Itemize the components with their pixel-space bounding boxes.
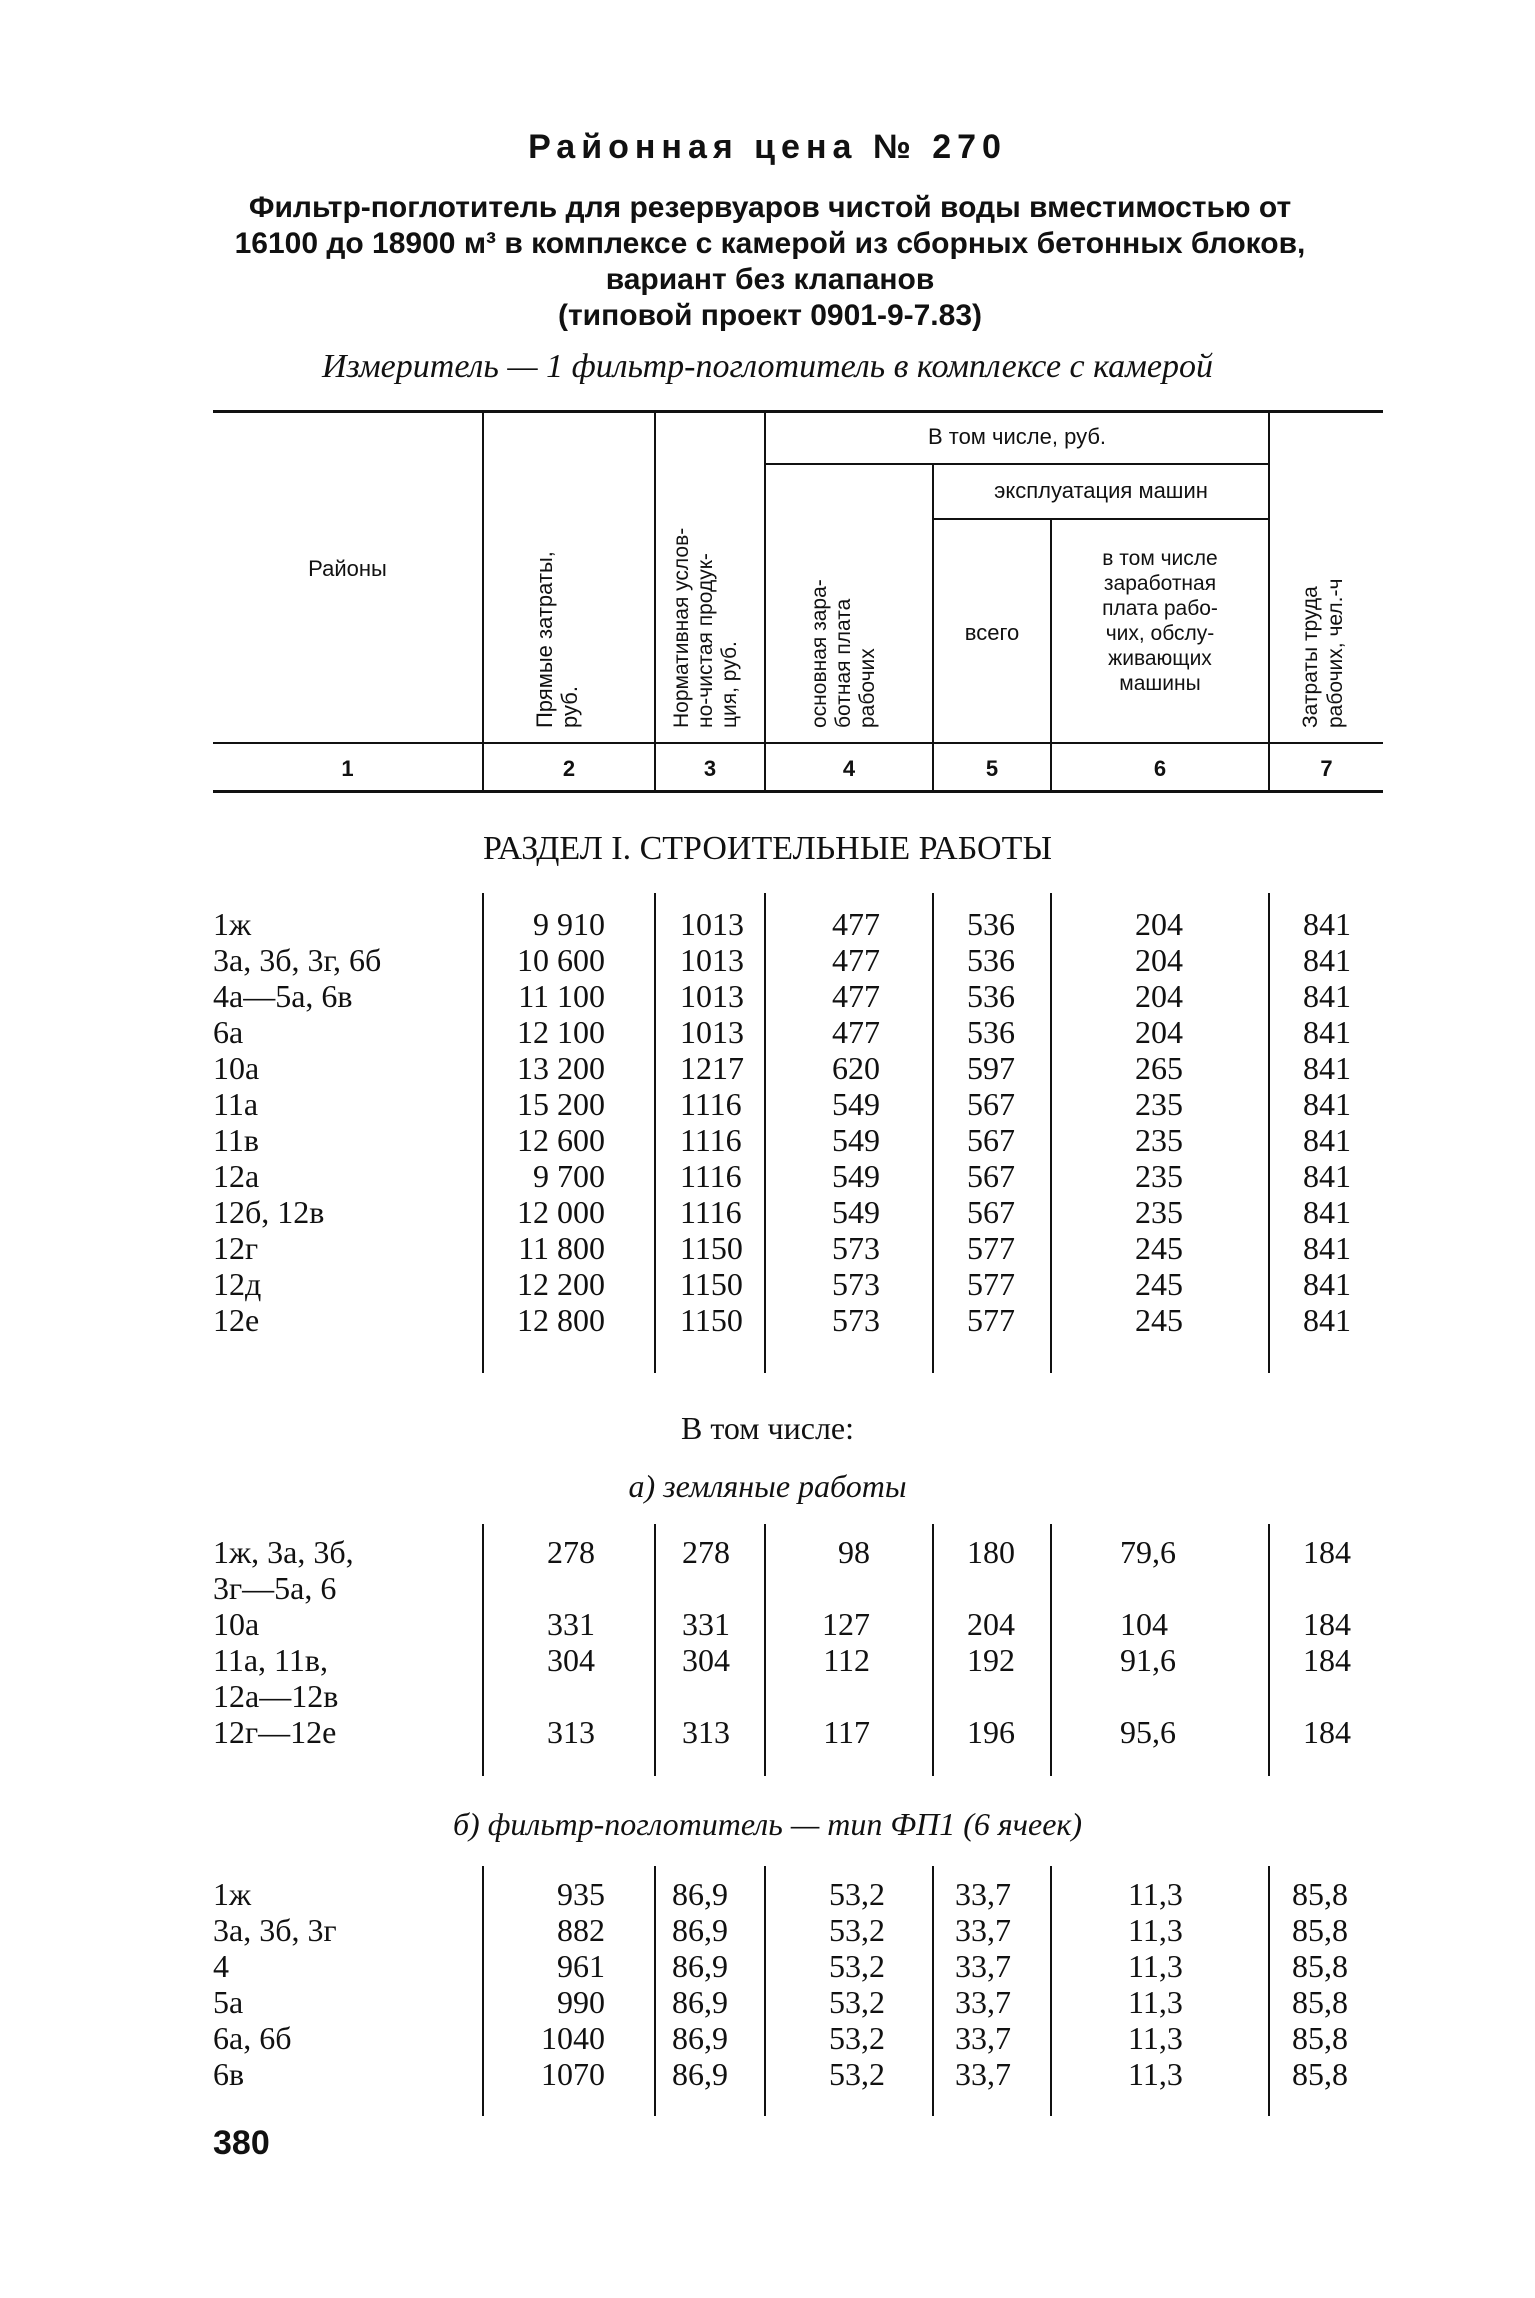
cell-labor: 85,8 [1292, 1984, 1348, 2020]
column-number-1: 1 [341, 756, 354, 781]
cell-normative: 1013 [680, 1014, 744, 1050]
cell-district: 11а [213, 1086, 259, 1122]
table-row [0, 978, 1535, 1014]
cell-labor: 841 [1303, 1302, 1351, 1338]
cell-district-continued: 12а—12в [213, 1678, 339, 1714]
cell-base-wage: 53,2 [829, 1912, 885, 1948]
cell-district: 3а, 3б, 3г, 6б [213, 942, 382, 978]
cell-machine-wage: 245 [1135, 1230, 1183, 1266]
header-base-wage: основная зара- ботная плата рабочих [808, 579, 879, 728]
cell-normative: 313 [682, 1714, 730, 1750]
table-row [0, 2056, 1535, 2092]
cell-base-wage: 549 [832, 1122, 880, 1158]
cell-normative: 86,9 [672, 1912, 728, 1948]
cell-machine-wage: 91,6 [1120, 1642, 1176, 1678]
cell-base-wage: 98 [838, 1534, 870, 1570]
cell-machine-wage: 245 [1135, 1302, 1183, 1338]
cell-labor: 841 [1303, 1194, 1351, 1230]
cell-labor: 841 [1303, 978, 1351, 1014]
cell-base-wage: 112 [823, 1642, 870, 1678]
table-top-rule [213, 410, 1383, 413]
cell-base-wage: 477 [832, 978, 880, 1014]
cell-district: 11в [213, 1122, 259, 1158]
cell-machine-wage: 235 [1135, 1086, 1183, 1122]
cell-machines-total: 33,7 [955, 1912, 1011, 1948]
cell-machines-total: 196 [967, 1714, 1015, 1750]
cell-machine-wage: 95,6 [1120, 1714, 1176, 1750]
column-number-6: 6 [1153, 756, 1167, 781]
cell-machine-wage: 235 [1135, 1158, 1183, 1194]
cell-normative: 1150 [680, 1230, 743, 1266]
cell-machines-total: 567 [967, 1194, 1015, 1230]
column-number-7: 7 [1320, 756, 1333, 781]
cell-base-wage: 53,2 [829, 2020, 885, 2056]
header-divider-2 [654, 413, 656, 790]
column-number-3: 3 [703, 756, 717, 781]
cell-direct-costs: 9 910 [533, 906, 605, 942]
cell-district: 12д [213, 1266, 262, 1302]
subsection-a-heading: а) земляные работы [628, 1468, 907, 1504]
header-direct-costs: Прямые затраты, руб. [532, 551, 582, 728]
cell-machine-wage: 204 [1135, 942, 1183, 978]
meter-line: Измеритель — 1 фильтр-поглотитель в комплексе с камерой [322, 348, 1213, 385]
cell-base-wage: 477 [832, 906, 880, 942]
cell-direct-costs: 278 [547, 1534, 595, 1570]
subtitle-line-1: Фильтр-поглотитель для резервуаров чистой воды вместимостью от [248, 191, 1292, 224]
cell-district: 12а [213, 1158, 260, 1194]
cell-machine-wage: 235 [1135, 1122, 1183, 1158]
cell-normative: 86,9 [672, 2020, 728, 2056]
cell-base-wage: 620 [832, 1050, 880, 1086]
cell-normative: 304 [682, 1642, 730, 1678]
cell-district: 1ж [213, 906, 252, 942]
cell-machines-total: 33,7 [955, 1948, 1011, 1984]
cell-base-wage: 117 [823, 1714, 870, 1750]
cell-base-wage: 549 [832, 1086, 880, 1122]
subsection-b-heading: б) фильтр-поглотитель — тип ФП1 (6 ячеек) [452, 1806, 1083, 1842]
table-row [0, 1266, 1535, 1302]
cell-machine-wage: 11,3 [1128, 2056, 1183, 2092]
cell-machines-total: 567 [967, 1122, 1015, 1158]
cell-direct-costs: 12 000 [517, 1194, 605, 1230]
header-bottom-rule [213, 742, 1383, 744]
cell-base-wage: 53,2 [829, 2056, 885, 2092]
cell-machine-wage: 79,6 [1120, 1534, 1176, 1570]
cell-machines-total: 577 [967, 1266, 1015, 1302]
cell-direct-costs: 304 [547, 1642, 595, 1678]
cell-district: 4а—5а, 6в [213, 978, 353, 1014]
cell-district: 12б, 12в [213, 1194, 325, 1230]
cell-normative: 86,9 [672, 1984, 728, 2020]
cell-machine-wage: 11,3 [1128, 1912, 1183, 1948]
cell-labor: 85,8 [1292, 2056, 1348, 2092]
cell-normative: 278 [682, 1534, 730, 1570]
header-divider-1 [482, 413, 484, 790]
header-normative-net-production: Нормативная услов- но-чистая продук- ция, руб. [670, 527, 741, 728]
header-labor-costs: Затраты труда рабочих, чел.-ч [1299, 578, 1347, 728]
table-row [0, 906, 1535, 942]
cell-labor: 841 [1303, 1158, 1351, 1194]
cell-direct-costs: 961 [557, 1948, 605, 1984]
cell-direct-costs: 11 100 [518, 978, 605, 1014]
including-label: В том числе: [680, 1410, 855, 1446]
cell-machines-total: 577 [967, 1230, 1015, 1266]
cell-direct-costs: 331 [547, 1606, 595, 1642]
cell-direct-costs: 13 200 [517, 1050, 605, 1086]
cell-machine-wage: 235 [1135, 1194, 1183, 1230]
cell-district: 5а [213, 1984, 244, 2020]
cell-machine-wage: 204 [1135, 978, 1183, 1014]
table-row [0, 1876, 1535, 1912]
cell-base-wage: 53,2 [829, 1984, 885, 2020]
cell-base-wage: 53,2 [829, 1948, 885, 1984]
table-row [0, 1534, 1535, 1606]
cell-district: 1ж [213, 1876, 252, 1912]
table-row [0, 1606, 1535, 1642]
cell-machines-total: 536 [967, 978, 1015, 1014]
cell-machine-wage: 245 [1135, 1266, 1183, 1302]
subtitle-line-2: 16100 до 18900 м³ в комплексе с камерой из сборных бетонных блоков, [234, 227, 1306, 260]
cell-district: 12г [213, 1230, 259, 1266]
cell-labor: 85,8 [1292, 1912, 1348, 1948]
cell-labor: 85,8 [1292, 1876, 1348, 1912]
table-row [0, 1194, 1535, 1230]
header-machine-operation: эксплуатация машин [994, 478, 1208, 503]
table-row [0, 1912, 1535, 1948]
header-including-wage-machine: в том числе заработная плата рабо- чих, обслу- живающих машины [1102, 547, 1218, 695]
cell-normative: 1116 [680, 1194, 742, 1230]
header-districts: Районы [308, 556, 387, 581]
cell-base-wage: 573 [832, 1302, 880, 1338]
cell-district: 1ж, 3а, 3б, [213, 1534, 354, 1570]
cell-normative: 1013 [680, 906, 744, 942]
cell-machine-wage: 11,3 [1128, 1984, 1183, 2020]
cell-base-wage: 53,2 [829, 1876, 885, 1912]
cell-normative: 331 [682, 1606, 730, 1642]
table-row [0, 1230, 1535, 1266]
cell-district: 11а, 11в, [213, 1642, 328, 1678]
cell-direct-costs: 10 600 [517, 942, 605, 978]
cell-normative: 1217 [680, 1050, 744, 1086]
cell-machines-total: 33,7 [955, 2056, 1011, 2092]
table-row [0, 942, 1535, 978]
section-1-heading: РАЗДЕЛ I. СТРОИТЕЛЬНЫЕ РАБОТЫ [482, 830, 1053, 867]
cell-machine-wage: 204 [1135, 906, 1183, 942]
cell-machines-total: 567 [967, 1158, 1015, 1194]
page-subtitle [200, 190, 1340, 334]
cell-labor: 841 [1303, 1122, 1351, 1158]
cell-base-wage: 127 [822, 1606, 870, 1642]
cell-machines-total: 33,7 [955, 1984, 1011, 2020]
cell-machine-wage: 265 [1135, 1050, 1183, 1086]
header-including-rub: В том числе, руб. [927, 424, 1107, 449]
cell-district: 10а [213, 1050, 260, 1086]
cell-normative: 1150 [680, 1302, 743, 1338]
cell-normative: 1013 [680, 942, 744, 978]
cell-direct-costs: 9 700 [533, 1158, 605, 1194]
cell-machines-total: 33,7 [955, 1876, 1011, 1912]
cell-direct-costs: 12 800 [517, 1302, 605, 1338]
cell-labor: 841 [1303, 1050, 1351, 1086]
cell-normative: 1116 [680, 1122, 742, 1158]
table-row [0, 1122, 1535, 1158]
cell-machine-wage: 204 [1135, 1014, 1183, 1050]
table-row [0, 1714, 1535, 1750]
cell-district: 12г—12е [213, 1714, 337, 1750]
machines-subrule [934, 518, 1268, 520]
cell-machines-total: 192 [967, 1642, 1015, 1678]
cell-labor: 841 [1303, 906, 1351, 942]
cell-machine-wage: 11,3 [1128, 1876, 1183, 1912]
cell-labor: 184 [1303, 1642, 1351, 1678]
table-row [0, 1086, 1535, 1122]
cell-machines-total: 536 [967, 906, 1015, 942]
cell-labor: 841 [1303, 1014, 1351, 1050]
table-row [0, 2020, 1535, 2056]
cell-base-wage: 549 [832, 1158, 880, 1194]
cell-district: 6а [213, 1014, 244, 1050]
cell-machine-wage: 104 [1120, 1606, 1168, 1642]
subtitle-line-4: (типовой проект 0901-9-7.83) [558, 299, 982, 332]
cell-district-continued: 3г—5а, 6 [213, 1570, 337, 1606]
cell-machines-total: 204 [967, 1606, 1015, 1642]
cell-normative: 1116 [680, 1086, 742, 1122]
cell-direct-costs: 15 200 [517, 1086, 605, 1122]
cell-district: 6а, 6б [213, 2020, 292, 2056]
cell-labor: 841 [1303, 1230, 1351, 1266]
cell-district: 3а, 3б, 3г [213, 1912, 337, 1948]
cell-base-wage: 573 [832, 1266, 880, 1302]
cell-direct-costs: 12 100 [517, 1014, 605, 1050]
cell-direct-costs: 990 [557, 1984, 605, 2020]
cell-base-wage: 477 [832, 942, 880, 978]
cell-direct-costs: 313 [547, 1714, 595, 1750]
table-row [0, 1050, 1535, 1086]
column-numbers-bottom-rule [213, 790, 1383, 793]
cell-machines-total: 536 [967, 1014, 1015, 1050]
cell-district: 12е [213, 1302, 260, 1338]
cell-machines-total: 33,7 [955, 2020, 1011, 2056]
table-row [0, 1014, 1535, 1050]
table-row [0, 1158, 1535, 1194]
cell-normative: 1150 [680, 1266, 743, 1302]
cell-normative: 86,9 [672, 2056, 728, 2092]
page-title: Районная цена № 270 [528, 128, 1007, 166]
cell-labor: 841 [1303, 1086, 1351, 1122]
subtitle-line-3: вариант без клапанов [605, 263, 935, 296]
cell-normative: 86,9 [672, 1948, 728, 1984]
cell-district: 6в [213, 2056, 245, 2092]
cell-direct-costs: 1070 [541, 2056, 605, 2092]
header-divider-3 [764, 413, 766, 790]
cell-district: 10а [213, 1606, 260, 1642]
cell-labor: 184 [1303, 1534, 1351, 1570]
column-number-4: 4 [842, 756, 856, 781]
cell-machines-total: 567 [967, 1086, 1015, 1122]
column-number-2: 2 [562, 756, 576, 781]
cell-labor: 841 [1303, 1266, 1351, 1302]
cell-machines-total: 597 [967, 1050, 1015, 1086]
table-row [0, 1984, 1535, 2020]
cell-labor: 841 [1303, 942, 1351, 978]
cell-machine-wage: 11,3 [1128, 2020, 1183, 2056]
cell-normative: 1116 [680, 1158, 742, 1194]
cell-district: 4 [213, 1948, 229, 1984]
table-row [0, 1948, 1535, 1984]
cell-machine-wage: 11,3 [1128, 1948, 1183, 1984]
table-row [0, 1302, 1535, 1338]
cell-direct-costs: 12 600 [517, 1122, 605, 1158]
cell-direct-costs: 935 [557, 1876, 605, 1912]
cell-normative: 1013 [680, 978, 744, 1014]
cell-labor: 184 [1303, 1606, 1351, 1642]
cell-labor: 85,8 [1292, 1948, 1348, 1984]
cell-base-wage: 477 [832, 1014, 880, 1050]
cell-labor: 184 [1303, 1714, 1351, 1750]
cell-direct-costs: 882 [557, 1912, 605, 1948]
cell-labor: 85,8 [1292, 2020, 1348, 2056]
cell-direct-costs: 12 200 [517, 1266, 605, 1302]
page-number: 380 [213, 2124, 270, 2162]
header-divider-6 [1268, 413, 1270, 790]
table-row [0, 1642, 1535, 1714]
cell-machines-total: 577 [967, 1302, 1015, 1338]
cell-direct-costs: 1040 [541, 2020, 605, 2056]
including-subrule [766, 463, 1268, 465]
header-total: всего [964, 620, 1020, 645]
cell-direct-costs: 11 800 [518, 1230, 605, 1266]
cell-machines-total: 536 [967, 942, 1015, 978]
cell-base-wage: 549 [832, 1194, 880, 1230]
cell-base-wage: 573 [832, 1230, 880, 1266]
cell-machines-total: 180 [967, 1534, 1015, 1570]
column-number-5: 5 [985, 756, 999, 781]
cell-normative: 86,9 [672, 1876, 728, 1912]
